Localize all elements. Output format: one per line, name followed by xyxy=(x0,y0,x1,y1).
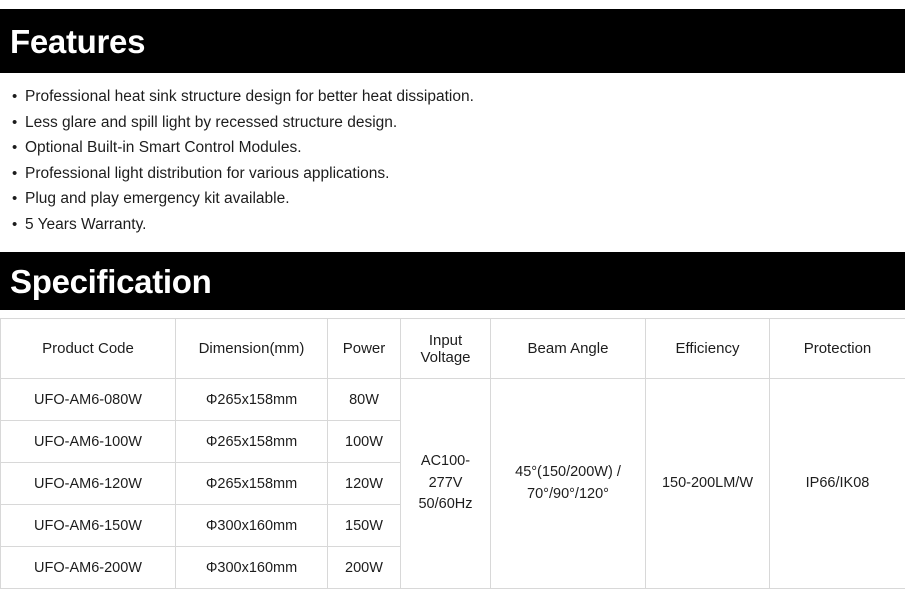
column-header-efficiency: Efficiency xyxy=(646,319,770,379)
column-header-dimension: Dimension(mm) xyxy=(176,319,328,379)
list-item: • Professional heat sink structure design for better heat dissipation. xyxy=(12,89,905,105)
column-header-input-voltage: Input Voltage xyxy=(401,319,491,379)
cell-dimension: Φ265x158mm xyxy=(176,379,328,421)
datasheet-page xyxy=(0,9,905,612)
cell-protection: IP66/IK08 xyxy=(770,379,905,589)
cell-dimension: Φ300x160mm xyxy=(176,547,328,589)
cell-dimension: Φ300x160mm xyxy=(176,505,328,547)
list-item: • Less glare and spill light by recessed structure design. xyxy=(12,115,905,131)
table-header-row xyxy=(1,319,905,379)
cell-beam-angle: 45°(150/200W) / 70°/90°/120° xyxy=(491,379,646,589)
cell-efficiency: 150-200LM/W xyxy=(646,379,770,589)
cell-product-code: UFO-AM6-150W xyxy=(1,505,176,547)
specification-heading: Specification xyxy=(0,265,211,298)
list-item: • Professional light distribution for various applications. xyxy=(12,166,905,182)
cell-power: 120W xyxy=(328,463,401,505)
cell-product-code: UFO-AM6-080W xyxy=(1,379,176,421)
cell-product-code: UFO-AM6-100W xyxy=(1,421,176,463)
cell-input-voltage: AC100-277V 50/60Hz xyxy=(401,379,491,589)
table-row xyxy=(1,379,905,421)
column-header-power: Power xyxy=(328,319,401,379)
cell-dimension: Φ265x158mm xyxy=(176,421,328,463)
column-header-protection: Protection xyxy=(770,319,905,379)
column-header-product-code: Product Code xyxy=(1,319,176,379)
cell-power: 150W xyxy=(328,505,401,547)
list-item: • Optional Built-in Smart Control Modules. xyxy=(12,140,905,156)
specification-section-banner xyxy=(0,252,905,310)
features-heading: Features xyxy=(0,25,145,58)
specification-table xyxy=(0,318,905,589)
list-item: • Plug and play emergency kit available. xyxy=(12,191,905,207)
cell-power: 100W xyxy=(328,421,401,463)
cell-power: 200W xyxy=(328,547,401,589)
cell-dimension: Φ265x158mm xyxy=(176,463,328,505)
features-list xyxy=(0,73,905,232)
list-item: • 5 Years Warranty. xyxy=(12,217,905,233)
cell-product-code: UFO-AM6-120W xyxy=(1,463,176,505)
features-section-banner xyxy=(0,9,905,73)
cell-power: 80W xyxy=(328,379,401,421)
cell-product-code: UFO-AM6-200W xyxy=(1,547,176,589)
column-header-beam-angle: Beam Angle xyxy=(491,319,646,379)
